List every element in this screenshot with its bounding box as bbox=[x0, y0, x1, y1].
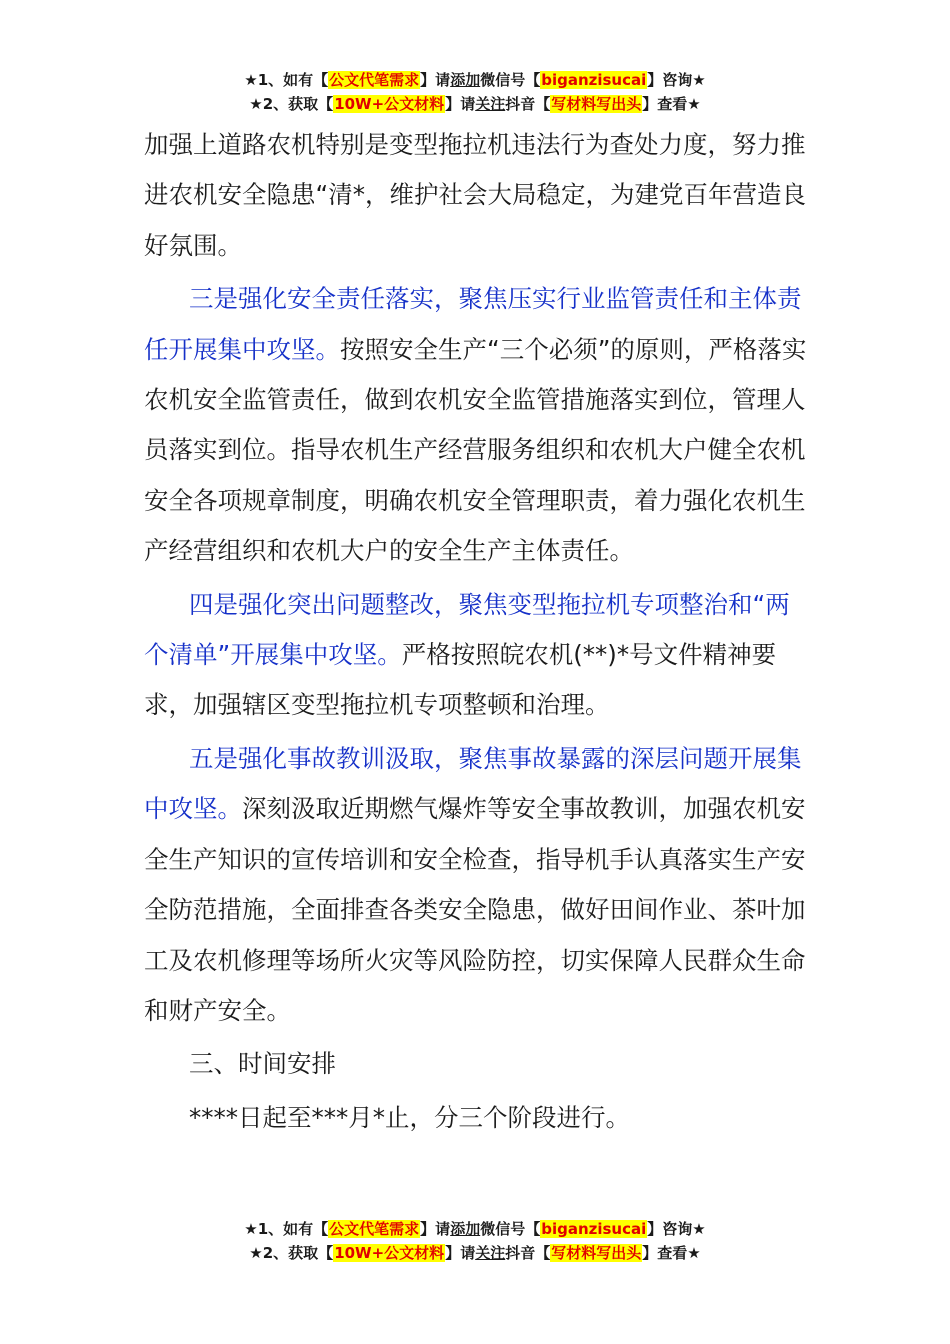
banner-underline: 添加 bbox=[450, 1220, 481, 1238]
banner-text: 】咨询★ bbox=[647, 1220, 706, 1238]
banner-text: 】查看★ bbox=[642, 1244, 701, 1262]
banner-highlight: 公文代笔需求 bbox=[329, 71, 420, 89]
banner-text: 】请 bbox=[445, 95, 476, 113]
banner-highlight: 10W+公文材料 bbox=[334, 1244, 445, 1262]
banner-line-1 bbox=[0, 68, 950, 92]
banner-text: ★2、获取【 bbox=[249, 95, 334, 113]
paragraph-0: 加强上道路农机特别是变型拖拉机违法行为查处力度，努力推进农机安全隐患“清*，维护社会大局稳定，为建党百年营造良好氛围。 bbox=[144, 130, 806, 260]
banner-text: 】请 bbox=[420, 1220, 451, 1238]
banner-line-2 bbox=[0, 92, 950, 116]
banner-text: 抖音【 bbox=[505, 1244, 551, 1262]
banner-text: ★1、如有【 bbox=[244, 1220, 329, 1238]
paragraph-text: 深刻汲取近期燃气爆炸等安全事故教训，加强农机安全生产知识的宣传培训和安全检查，指导机手认真落实生产安全防范措施，全面排查各类安全隐患，做好田间作业、茶叶加工及农机修理等场所火灾等风险防控，切实保障人民群众生命和财产安全。 bbox=[144, 794, 806, 1025]
paragraph-1 bbox=[144, 274, 810, 576]
banner-highlight: 写材料写出头 bbox=[551, 95, 642, 113]
banner-highlight: 公文代笔需求 bbox=[329, 1220, 420, 1238]
banner-highlight: biganzisucai bbox=[541, 71, 647, 89]
paragraph-heading: 三是强化安全责任落实，聚焦压实行业监管责任和主体责任开展集中攻坚。 bbox=[144, 284, 802, 364]
section-heading: 三、时间安排 bbox=[189, 1049, 336, 1079]
document-body bbox=[144, 120, 810, 1143]
banner-highlight: 10W+公文材料 bbox=[334, 95, 445, 113]
banner-line-2 bbox=[0, 1241, 950, 1265]
paragraph-heading: 四是强化突出问题整改，聚焦变型拖拉机专项整治和“两个清单”开展集中攻坚。 bbox=[144, 589, 790, 670]
header-banner bbox=[0, 68, 950, 116]
banner-line-1 bbox=[0, 1217, 950, 1241]
paragraph-4: ****日起至***月*止，分三个阶段进行。 bbox=[189, 1102, 630, 1132]
banner-underline: 添加 bbox=[450, 71, 481, 89]
paragraph-heading: 五是强化事故教训汲取，聚焦事故暴露的深层问题开展集中攻坚。 bbox=[144, 743, 802, 824]
banner-text: 】请 bbox=[420, 71, 451, 89]
paragraph-text: 按照安全生产“三个必须”的原则，严格落实农机安全监管责任，做到农机安全监管措施落实到位，管理人员落实到位。指导农机生产经营服务组织和农机大户健全农机安全各项规章制度，明确农机安全管理职责，着力强化农机生产经营组织和农机大户的安全生产主体责任。 bbox=[144, 334, 807, 566]
paragraph-2 bbox=[144, 580, 810, 731]
banner-highlight: 写材料写出头 bbox=[551, 1244, 642, 1262]
banner-text: ★1、如有【 bbox=[244, 71, 329, 89]
banner-text: ★2、获取【 bbox=[249, 1244, 334, 1262]
banner-underline: 关注 bbox=[475, 1244, 506, 1262]
banner-highlight: biganzisucai bbox=[541, 1220, 647, 1238]
banner-text: 微信号【 bbox=[480, 71, 541, 89]
banner-text: 微信号【 bbox=[480, 1220, 541, 1238]
banner-underline: 关注 bbox=[475, 95, 506, 113]
banner-text: 】查看★ bbox=[642, 95, 701, 113]
footer-banner bbox=[0, 1217, 950, 1265]
banner-text: 】咨询★ bbox=[647, 71, 706, 89]
banner-text: 】请 bbox=[445, 1244, 476, 1262]
paragraph-text: 严格按照皖农机(**)*号文件精神要求，加强辖区变型拖拉机专项整顿和治理。 bbox=[144, 640, 777, 720]
banner-text: 抖音【 bbox=[505, 95, 551, 113]
paragraph-3 bbox=[144, 734, 810, 1036]
